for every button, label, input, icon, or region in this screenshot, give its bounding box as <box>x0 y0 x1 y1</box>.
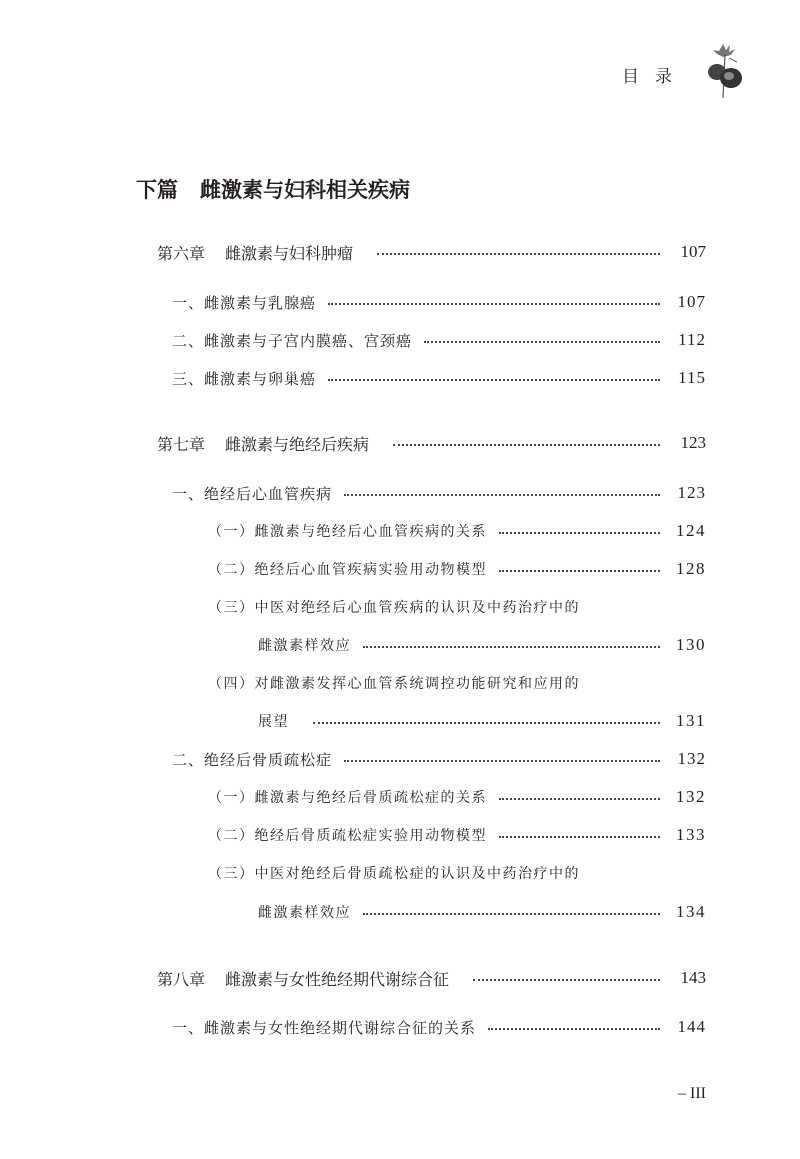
dot-leader <box>377 253 660 255</box>
dot-leader <box>499 570 660 572</box>
page-ref: 143 <box>680 968 706 987</box>
entry-title: 二、雌激素与子宫内膜癌、宫颈癌 <box>172 331 413 350</box>
chapter-number: 第六章 <box>157 243 206 263</box>
page-ref: 123 <box>677 483 706 502</box>
toc-entry[interactable] <box>208 595 580 619</box>
toc-entry[interactable] <box>208 557 706 581</box>
page-ref: 130 <box>676 635 706 654</box>
toc-entry[interactable] <box>258 709 706 733</box>
dot-leader <box>344 494 660 496</box>
page-ref: 112 <box>678 330 706 349</box>
running-header <box>622 62 688 87</box>
page-ref: 107 <box>680 242 706 261</box>
dot-leader <box>328 303 660 305</box>
entry-title <box>157 967 449 990</box>
dot-leader <box>344 760 660 762</box>
header-char: 目 <box>622 67 639 87</box>
entry-title: （三）中医对绝经后心血管疾病的认识及中药治疗中的 <box>208 600 580 616</box>
toc-entry[interactable] <box>258 900 706 924</box>
dot-leader <box>488 1028 660 1030</box>
page-ref: 123 <box>680 433 706 452</box>
page-ref: 124 <box>676 521 706 540</box>
entry-title: （二）绝经后心血管疾病实验用动物模型 <box>208 562 487 578</box>
part-title: 雌激素与妇科相关疾病 <box>200 178 410 202</box>
dot-leader <box>363 646 660 648</box>
dot-leader <box>313 722 660 724</box>
toc-entry[interactable] <box>172 290 706 314</box>
part-heading <box>136 174 410 204</box>
toc-entry[interactable] <box>208 785 706 809</box>
entry-title: （二）绝经后骨质疏松症实验用动物模型 <box>208 828 487 844</box>
toc-entry[interactable] <box>172 481 706 505</box>
entry-title: （四）对雌激素发挥心血管系统调控功能研究和应用的 <box>208 676 580 692</box>
page-ref: 134 <box>676 902 706 921</box>
toc-entry[interactable] <box>172 328 706 352</box>
page-number: – III <box>678 1085 706 1102</box>
chapter-title: 雌激素与女性绝经期代谢综合征 <box>225 969 450 989</box>
page-ref: 107 <box>677 292 706 311</box>
dot-leader <box>499 798 660 800</box>
dot-leader <box>499 532 660 534</box>
toc-entry[interactable] <box>208 861 580 885</box>
dot-leader <box>473 979 660 981</box>
toc-entry[interactable] <box>208 823 706 847</box>
page-ref: 144 <box>677 1017 706 1036</box>
entry-title: 一、绝经后心血管疾病 <box>172 484 333 503</box>
chapter-number: 第八章 <box>157 969 206 989</box>
dot-leader <box>499 836 660 838</box>
dot-leader <box>328 379 660 381</box>
lotus-illustration-icon <box>705 40 745 102</box>
part-label: 下篇 <box>136 178 178 202</box>
entry-title: 二、绝经后骨质疏松症 <box>172 750 333 769</box>
toc-entry[interactable] <box>172 1015 706 1039</box>
chapter-number: 第七章 <box>157 434 206 454</box>
toc-entry[interactable] <box>172 747 706 771</box>
dot-leader <box>424 341 660 343</box>
toc-entry[interactable] <box>172 366 706 390</box>
dot-leader <box>393 444 660 446</box>
toc-entry[interactable] <box>258 633 706 657</box>
entry-title: 雌激素样效应 <box>258 905 351 921</box>
entry-title: 三、雌激素与卵巢癌 <box>172 369 317 388</box>
page-ref: 132 <box>677 749 706 768</box>
entry-title <box>157 432 369 455</box>
page-ref: 128 <box>676 559 706 578</box>
toc-chapter-entry[interactable] <box>157 966 706 990</box>
entry-title: 一、雌激素与女性绝经期代谢综合征的关系 <box>172 1018 477 1037</box>
toc-entry[interactable] <box>208 519 706 543</box>
chapter-title: 雌激素与绝经后疾病 <box>225 434 370 454</box>
page-ref: 132 <box>676 787 706 806</box>
page-ref: 115 <box>678 368 706 387</box>
header-char: 录 <box>655 67 672 87</box>
entry-title: 雌激素样效应 <box>258 638 351 654</box>
entry-title: （三）中医对绝经后骨质疏松症的认识及中药治疗中的 <box>208 866 580 882</box>
page-ref: 131 <box>676 711 706 730</box>
toc-entry[interactable] <box>208 671 580 695</box>
entry-title: （一）雌激素与绝经后骨质疏松症的关系 <box>208 790 487 806</box>
entry-title: （一）雌激素与绝经后心血管疾病的关系 <box>208 524 487 540</box>
chapter-title: 雌激素与妇科肿瘤 <box>225 243 354 263</box>
entry-title: 一、雌激素与乳腺癌 <box>172 293 317 312</box>
page-ref: 133 <box>676 825 706 844</box>
entry-title <box>157 241 353 264</box>
entry-title: 展望 <box>258 714 289 730</box>
dot-leader <box>363 913 660 915</box>
toc-chapter-entry[interactable] <box>157 240 706 264</box>
toc-chapter-entry[interactable] <box>157 431 706 455</box>
